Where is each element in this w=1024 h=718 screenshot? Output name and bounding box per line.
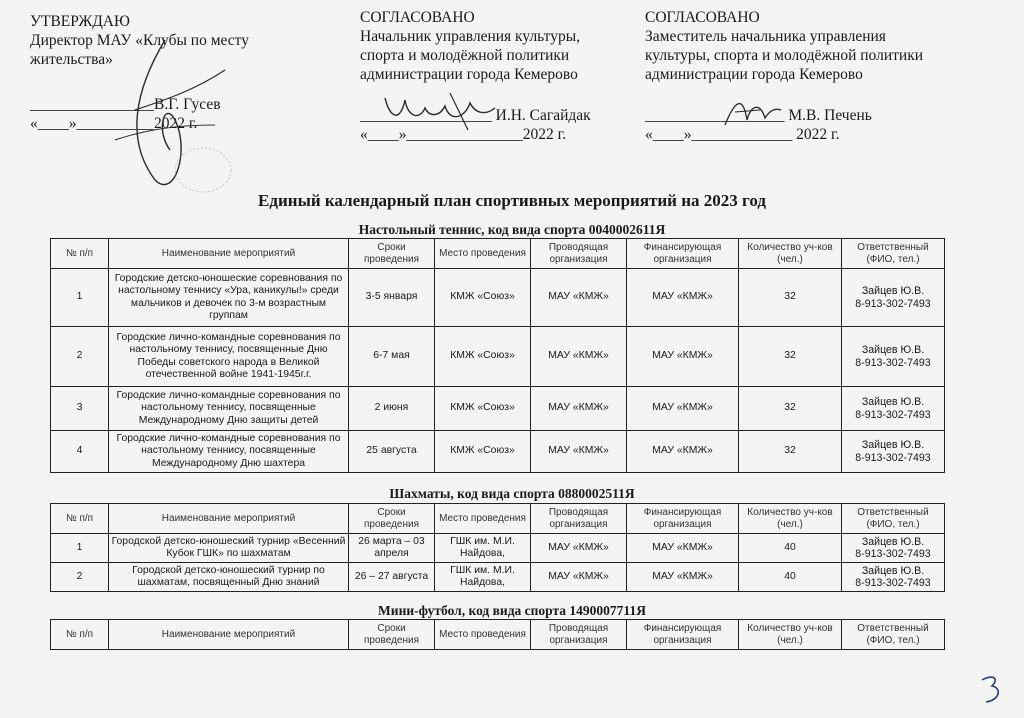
col-header-responsible: Ответственный (ФИО, тел.) bbox=[842, 620, 945, 650]
responsible-name: Зайцев Ю.В. bbox=[861, 344, 925, 356]
cell-dates: 6-7 мая bbox=[349, 327, 435, 387]
cell-funder: МАУ «КМЖ» bbox=[627, 387, 739, 431]
cell-responsible bbox=[842, 563, 945, 592]
section-title-mini-football: Мини-футбол, код вида спорта 1490007711Я bbox=[378, 603, 646, 618]
cell-count: 32 bbox=[739, 327, 842, 387]
col-header-funder: Финансирующая организация bbox=[627, 620, 739, 650]
approval-date-line: «____»_______________2022 г. bbox=[360, 126, 567, 143]
events-table-chess bbox=[50, 503, 945, 592]
cell-organizer: МАУ «КМЖ» bbox=[531, 387, 627, 431]
cell-name: Городской детско-юношеский турнир «Весенний Кубок ГШК» по шахматам bbox=[109, 534, 349, 563]
cell-funder: МАУ «КМЖ» bbox=[627, 563, 739, 592]
approval-date-line: «____»_____________ 2022 г. bbox=[645, 126, 840, 143]
approval-position-line: спорта и молодёжной политики bbox=[360, 47, 570, 64]
approval-deputy-head bbox=[645, 8, 965, 144]
cell-place: ГШК им. М.И. Найдова, bbox=[435, 534, 531, 563]
cell-count: 40 bbox=[739, 534, 842, 563]
cell-funder: МАУ «КМЖ» bbox=[627, 431, 739, 473]
responsible-name: Зайцев Ю.В. bbox=[861, 535, 925, 548]
cell-name: Городские лично-командные соревнования по настольному теннису, посвященные Международному Дню шахтера bbox=[109, 431, 349, 473]
page-mark-scribble-image bbox=[978, 672, 1008, 708]
cell-name: Городской детско-юношеский турнир по шахматам, посвященный Дню знаний bbox=[109, 563, 349, 592]
table-row bbox=[51, 563, 945, 592]
col-header-place: Место проведения bbox=[435, 504, 531, 534]
col-header-count: Количество уч-ков (чел.) bbox=[739, 239, 842, 269]
col-header-organizer: Проводящая организация bbox=[531, 504, 627, 534]
cell-count: 40 bbox=[739, 563, 842, 592]
cell-place: КМЖ «Союз» bbox=[435, 327, 531, 387]
cell-dates: 2 июня bbox=[349, 387, 435, 431]
cell-num: 2 bbox=[51, 563, 109, 592]
approval-position-line: Начальник управления культуры, bbox=[360, 28, 581, 45]
approval-head-of-culture bbox=[360, 8, 630, 144]
approval-position-line: культуры, спорта и молодёжной политики bbox=[645, 47, 924, 64]
cell-dates: 26 марта – 03 апреля bbox=[349, 534, 435, 563]
col-header-name: Наименование мероприятий bbox=[109, 620, 349, 650]
cell-place: ГШК им. М.И. Найдова, bbox=[435, 563, 531, 592]
col-header-count: Количество уч-ков (чел.) bbox=[739, 504, 842, 534]
responsible-name: Зайцев Ю.В. bbox=[861, 439, 925, 451]
approval-position-line: жительства» bbox=[30, 51, 113, 68]
responsible-phone: 8-913-302-7493 bbox=[855, 451, 931, 464]
cell-place: КМЖ «Союз» bbox=[435, 431, 531, 473]
responsible-phone: 8-913-302-7493 bbox=[855, 577, 931, 589]
cell-num: 1 bbox=[51, 534, 109, 563]
document-title: Единый календарный план спортивных мероприятий на 2023 год bbox=[258, 191, 766, 210]
approval-signature-line: ________________В.Г. Гусев bbox=[30, 96, 221, 113]
cell-num: 2 bbox=[51, 327, 109, 387]
approval-header: СОГЛАСОВАНО bbox=[360, 9, 475, 26]
approval-position-line: Директор МАУ «Клубы по месту bbox=[30, 32, 249, 49]
cell-organizer: МАУ «КМЖ» bbox=[531, 431, 627, 473]
col-header-place: Место проведения bbox=[435, 620, 531, 650]
cell-num: 1 bbox=[51, 269, 109, 327]
table-header-row bbox=[51, 239, 945, 269]
cell-count: 32 bbox=[739, 269, 842, 327]
responsible-phone: 8-913-302-7493 bbox=[855, 408, 931, 421]
table-row bbox=[51, 269, 945, 327]
responsible-name: Зайцев Ю.В. bbox=[861, 564, 925, 577]
col-header-dates: Сроки проведения bbox=[349, 504, 435, 534]
col-header-num: № п/п bbox=[51, 620, 109, 650]
table-header-row bbox=[51, 504, 945, 534]
cell-funder: МАУ «КМЖ» bbox=[627, 269, 739, 327]
cell-organizer: МАУ «КМЖ» bbox=[531, 563, 627, 592]
responsible-phone: 8-913-302-7493 bbox=[855, 297, 931, 310]
cell-name: Городские детско-юношеские соревнования по настольному теннису «Ура, каникулы!» среди мальчиков и девочек по 3-м возрастным группам bbox=[109, 269, 349, 327]
table-row bbox=[51, 534, 945, 563]
responsible-phone: 8-913-302-7493 bbox=[855, 548, 931, 560]
events-table-mini-football bbox=[50, 619, 945, 650]
cell-place: КМЖ «Союз» bbox=[435, 387, 531, 431]
col-header-place: Место проведения bbox=[435, 239, 531, 269]
cell-organizer: МАУ «КМЖ» bbox=[531, 269, 627, 327]
approval-position-line: администрации города Кемерово bbox=[360, 66, 578, 83]
cell-count: 32 bbox=[739, 387, 842, 431]
events-table-table-tennis bbox=[50, 238, 945, 473]
responsible-name: Зайцев Ю.В. bbox=[861, 285, 925, 297]
cell-responsible bbox=[842, 431, 945, 473]
cell-name: Городские лично-командные соревнования по настольному теннису, посвященные Международному Дню защиты детей bbox=[109, 387, 349, 431]
cell-name: Городские лично-командные соревнования по настольному теннису, посвященные Дню Победы советского народа в Великой отечественной войне 1941-1945г.г. bbox=[109, 327, 349, 387]
col-header-num: № п/п bbox=[51, 239, 109, 269]
cell-dates: 26 – 27 августа bbox=[349, 563, 435, 592]
cell-responsible bbox=[842, 534, 945, 563]
col-header-funder: Финансирующая организация bbox=[627, 239, 739, 269]
col-header-funder: Финансирующая организация bbox=[627, 504, 739, 534]
col-header-num: № п/п bbox=[51, 504, 109, 534]
approval-position-line: администрации города Кемерово bbox=[645, 66, 863, 83]
col-header-count: Количество уч-ков (чел.) bbox=[739, 620, 842, 650]
col-header-dates: Сроки проведения bbox=[349, 620, 435, 650]
section-title-table-tennis: Настольный теннис, код вида спорта 0040002611Я bbox=[358, 222, 666, 237]
approval-signature-line: _________________ И.Н. Сагайдак bbox=[360, 107, 591, 124]
cell-dates: 3-5 января bbox=[349, 269, 435, 327]
approval-header: СОГЛАСОВАНО bbox=[645, 9, 760, 26]
cell-place: КМЖ «Союз» bbox=[435, 269, 531, 327]
cell-num: 3 bbox=[51, 387, 109, 431]
table-header-row bbox=[51, 620, 945, 650]
responsible-name: Зайцев Ю.В. bbox=[861, 396, 925, 408]
col-header-name: Наименование мероприятий bbox=[109, 504, 349, 534]
cell-num: 4 bbox=[51, 431, 109, 473]
cell-responsible bbox=[842, 269, 945, 327]
cell-funder: МАУ «КМЖ» bbox=[627, 327, 739, 387]
col-header-responsible: Ответственный (ФИО, тел.) bbox=[842, 239, 945, 269]
col-header-responsible: Ответственный (ФИО, тел.) bbox=[842, 504, 945, 534]
col-header-organizer: Проводящая организация bbox=[531, 239, 627, 269]
cell-count: 32 bbox=[739, 431, 842, 473]
section-title-chess: Шахматы, код вида спорта 0880002511Я bbox=[389, 486, 635, 501]
table-row bbox=[51, 327, 945, 387]
approval-header: УТВЕРЖДАЮ bbox=[30, 13, 130, 30]
col-header-dates: Сроки проведения bbox=[349, 239, 435, 269]
cell-organizer: МАУ «КМЖ» bbox=[531, 534, 627, 563]
col-header-name: Наименование мероприятий bbox=[109, 239, 349, 269]
cell-funder: МАУ «КМЖ» bbox=[627, 534, 739, 563]
cell-dates: 25 августа bbox=[349, 431, 435, 473]
table-row bbox=[51, 431, 945, 473]
responsible-phone: 8-913-302-7493 bbox=[855, 356, 931, 369]
cell-organizer: МАУ «КМЖ» bbox=[531, 327, 627, 387]
approval-position-line: Заместитель начальника управления bbox=[645, 28, 886, 45]
approval-signature-line: __________________ М.В. Печень bbox=[645, 107, 872, 124]
approval-director bbox=[30, 12, 290, 133]
cell-responsible bbox=[842, 387, 945, 431]
cell-responsible bbox=[842, 327, 945, 387]
approval-date-line: «____»__________2022 г. bbox=[30, 115, 198, 132]
col-header-organizer: Проводящая организация bbox=[531, 620, 627, 650]
table-row bbox=[51, 387, 945, 431]
